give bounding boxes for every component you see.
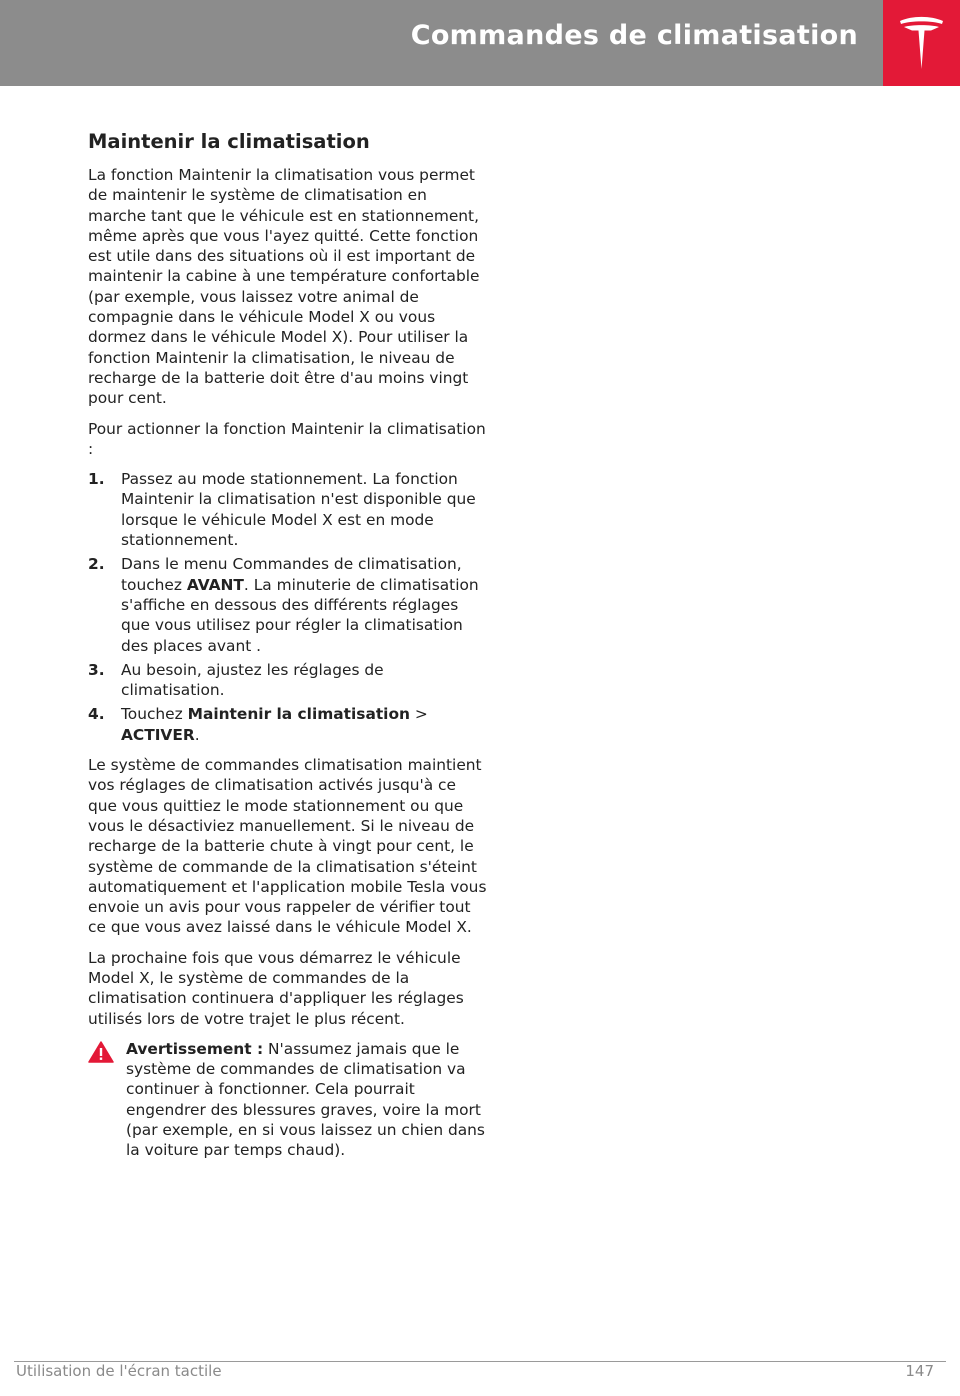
step-text-post: . [194,725,200,744]
step-text-post: . La minuterie de climatisation s'affiche en dessous des différents réglages que vous utilisez pour régler la climatisation des places avant . [121,575,479,655]
page-header-title: Commandes de climatisation [410,20,858,51]
step-text-pre: Dans le menu Commandes de climatisation, touchez [121,555,462,594]
step-text-mid: > [410,705,428,724]
steps-list [88,469,488,745]
warning-triangle-icon [88,1041,114,1068]
step-text: Passez au mode stationnement. La fonction Maintenir la climatisation n'est disponible que lorsque le véhicule Model X est en mode stationnement. [121,470,476,550]
step-number: 3. [88,660,105,679]
next-drive-paragraph: La prochaine fois que vous démarrez le véhicule Model X, le système de commandes de la climatisation continuera d'appliquer les réglages utilisés lors de votre trajet le plus récent. [88,948,464,1028]
avant-label: AVANT [186,575,244,594]
activate-label: ACTIVER [121,725,195,744]
page-header [0,0,960,86]
behavior-paragraph: Le système de commandes climatisation maintient vos réglages de climatisation activés jusqu'à ce que vous quittiez le mode stationnement ou que vous le désactiviez manuellement. Si le niveau de recharge de la batterie chute à vingt pour cent, le système de commande de la climatisation s'éteint automatiquement et l'application mobile Tesla vous envoie un avis pour vous rappeler de vérifier tout ce que vous avez laissé dans le véhicule Model X. [88,756,487,937]
warning-label: Avertissement : [126,1039,264,1058]
main-content [88,128,488,1161]
footer-section-name: Utilisation de l'écran tactile [16,1362,222,1380]
tesla-logo-icon [898,14,945,70]
intro-paragraph: La fonction Maintenir la climatisation vous permet de maintenir le système de climatisation en marche tant que le véhicule est en stationnement, même après que vous l'ayez quitté. Cette fonction est utile dans des situations où il est important de maintenir la cabine à une température confortable (par exemple, vous laissez votre animal de compagnie dans le véhicule Model X ou vous dormez dans le véhicule Model X). Pour utiliser la fonction Maintenir la climatisation, le niveau de recharge de la batterie doit être d'au moins vingt pour cent. [88,166,480,408]
step-item [88,704,488,745]
step-item [88,469,488,550]
page-number: 147 [905,1362,934,1380]
warning-text: N'assumez jamais que le système de commandes de climatisation va continuer à fonctionner. Cela pourrait engendrer des blessures graves, voire la mort (par exemple, en si vous laissez un chien dans la voiture par temps chaud). [126,1039,485,1160]
step-item [88,554,488,655]
step-number: 1. [88,470,105,489]
section-heading: Maintenir la climatisation [88,130,370,153]
step-text-pre: Touchez [121,705,188,724]
keep-climate-label: Maintenir la climatisation [187,705,410,724]
step-item [88,660,488,701]
step-number: 2. [88,555,105,574]
steps-lead: Pour actionner la fonction Maintenir la climatisation : [88,419,486,458]
step-number: 4. [88,705,105,724]
step-text: Au besoin, ajustez les réglages de climatisation. [121,660,384,700]
warning-block [88,1039,488,1161]
logo-box [883,0,960,86]
